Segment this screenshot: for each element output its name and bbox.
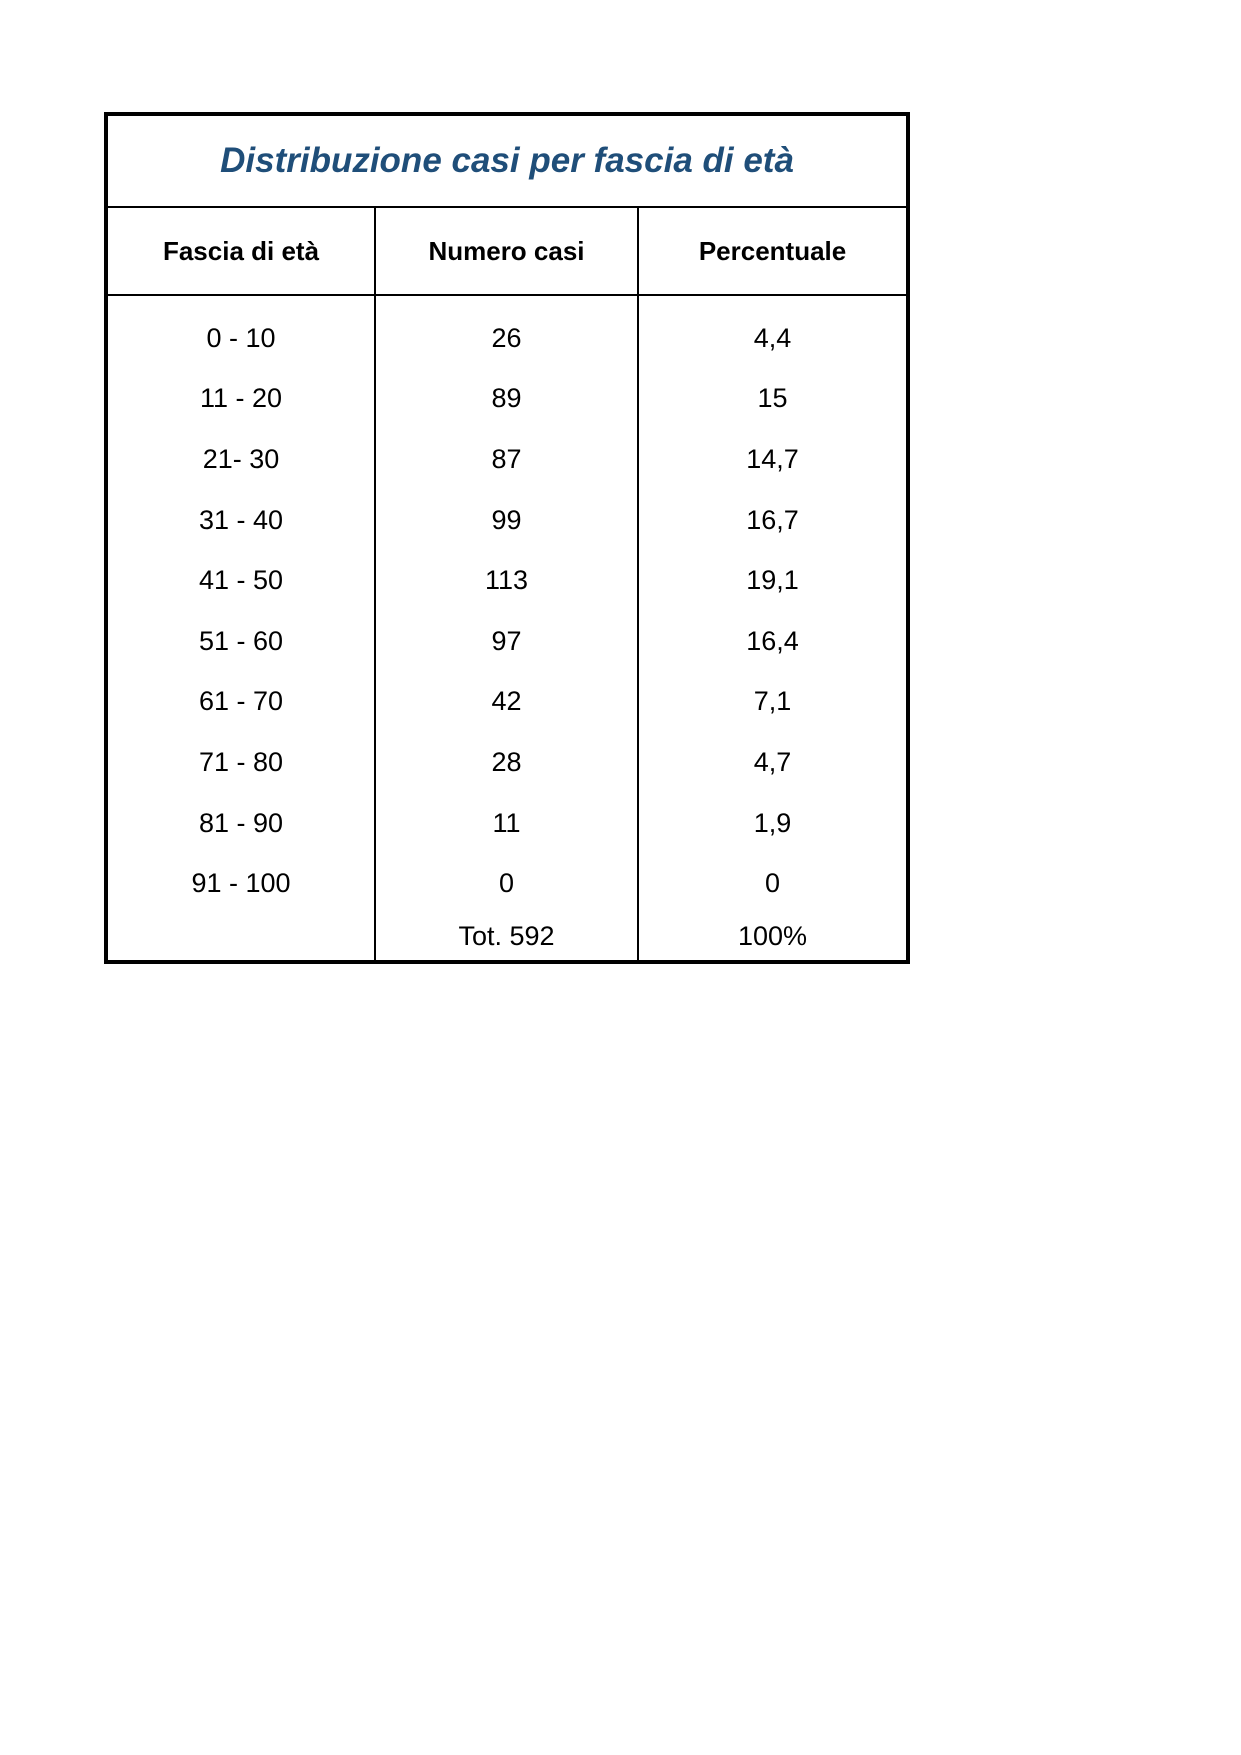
- percentage-cell: 0: [765, 868, 781, 899]
- age-range-cell: 81 - 90: [106, 793, 375, 854]
- case-count-cell: 26: [375, 295, 638, 369]
- age-distribution-table: [104, 112, 910, 964]
- header-age-range: Fascia di età: [106, 207, 375, 295]
- table-body: [106, 295, 908, 962]
- table-row: [106, 369, 908, 430]
- age-range-cell: 91 - 100: [106, 853, 375, 914]
- age-range-cell: 31 - 40: [106, 490, 375, 551]
- table-row: [106, 793, 908, 854]
- age-range-cell: 21- 30: [106, 429, 375, 490]
- table-row: [106, 429, 908, 490]
- case-count-cell: 28: [375, 732, 638, 793]
- total-range-cell: [106, 914, 375, 962]
- case-count-cell: 11: [375, 793, 638, 854]
- case-count-cell: 0: [375, 853, 638, 914]
- percentage-cell: 15: [757, 383, 788, 414]
- case-count-cell: 89: [375, 369, 638, 430]
- age-range-cell: 61 - 70: [106, 672, 375, 733]
- total-cases-cell: Tot. 592: [375, 914, 638, 962]
- percentage-cell: 19,1: [746, 565, 799, 596]
- table-title-row: [106, 114, 908, 207]
- percentage-cell: 16,4: [746, 625, 799, 656]
- table-row: [106, 732, 908, 793]
- table-row: [106, 611, 908, 672]
- percentage-cell: 14,7: [746, 443, 799, 474]
- case-count-cell: 99: [375, 490, 638, 551]
- header-percentage: Percentuale: [638, 207, 908, 295]
- table-title: Distribuzione casi per fascia di età: [106, 114, 908, 207]
- age-range-cell: 71 - 80: [106, 732, 375, 793]
- percentage-cell: 4,4: [753, 322, 792, 353]
- case-count-cell: 113: [375, 550, 638, 611]
- total-percentage-cell: 100%: [737, 921, 808, 952]
- case-count-cell: 42: [375, 672, 638, 733]
- age-range-cell: 0 - 10: [106, 295, 375, 369]
- case-count-cell: 97: [375, 611, 638, 672]
- table-row: [106, 295, 908, 369]
- age-range-cell: 41 - 50: [106, 550, 375, 611]
- table-header-row: [106, 207, 908, 295]
- case-count-cell: 87: [375, 429, 638, 490]
- percentage-cell: 7,1: [753, 686, 792, 717]
- table-row: [106, 550, 908, 611]
- total-row: [106, 914, 908, 962]
- table-row: [106, 490, 908, 551]
- age-range-cell: 11 - 20: [106, 369, 375, 430]
- percentage-cell: 1,9: [753, 807, 792, 838]
- percentage-cell: 4,7: [753, 746, 792, 777]
- age-range-cell: 51 - 60: [106, 611, 375, 672]
- table-row: [106, 853, 908, 914]
- percentage-cell: 16,7: [746, 504, 799, 535]
- table-row: [106, 672, 908, 733]
- header-case-count: Numero casi: [375, 207, 638, 295]
